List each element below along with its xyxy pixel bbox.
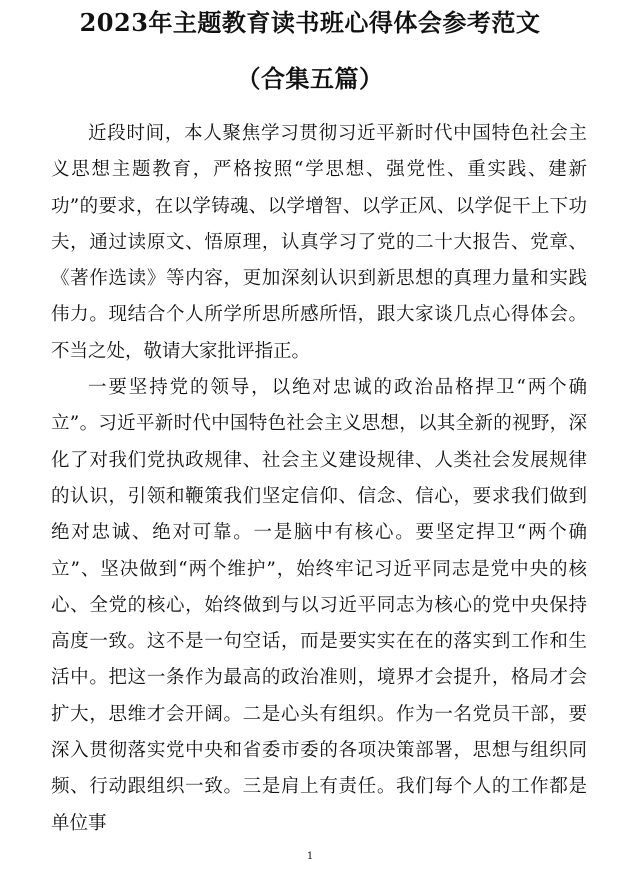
paragraph-point-one: 一要坚持党的领导，以绝对忠诚的政治品格捍卫“两个确立”。习近平新时代中国特色社会主义思想，以其全新的视野，深化了对我们党执政规律、社会主义建设规律、人类社会发展规律的认识，引领和鞭策我们坚定信仰、信念、信心，要求我们做到绝对忠诚、绝对可靠。一是脑中有核心。要坚定捍卫“两个确立”、坚决做到“两个维护”，始终牢记习近平同志是党中央的核心、全党的核心，始终做到与以习近平同志为核心的党中央保持高度一致。这不是一句空话，而是要实实在在的落实到工作和生活中。把这一条作为最高的政治准则，境界才会提升，格局才会扩大，思维才会开阔。二是心头有组织。作为一名党员干部，要深入贯彻落实党中央和省委市委的各项决策部署，思想与组织同频、行动跟组织一致。三是肩上有责任。我们每个人的工作都是单位事 [51,377,587,834]
page-number: 1 [306,851,314,862]
document-subtitle: （合集五篇） [236,64,384,93]
paragraph-intro: 近段时间，本人聚焦学习贯彻习近平新时代中国特色社会主义思想主题教育，严格按照“学思想、强党性、重实践、建新功”的要求，在以学铸魂、以学增智、以学正风、以学促干上下功夫，通过读原文、悟原理，认真学习了党的二十大报告、党章、《著作选读》等内容，更加深刻认识到新思想的真理力量和实践伟力。现结合个人所学所思所感所悟，跟大家谈几点心得体会。不当之处，敬请大家批评指正。 [51,123,587,362]
document-title: 2023年主题教育读书班心得体会参考范文 [79,8,541,37]
document-body [51,116,587,842]
